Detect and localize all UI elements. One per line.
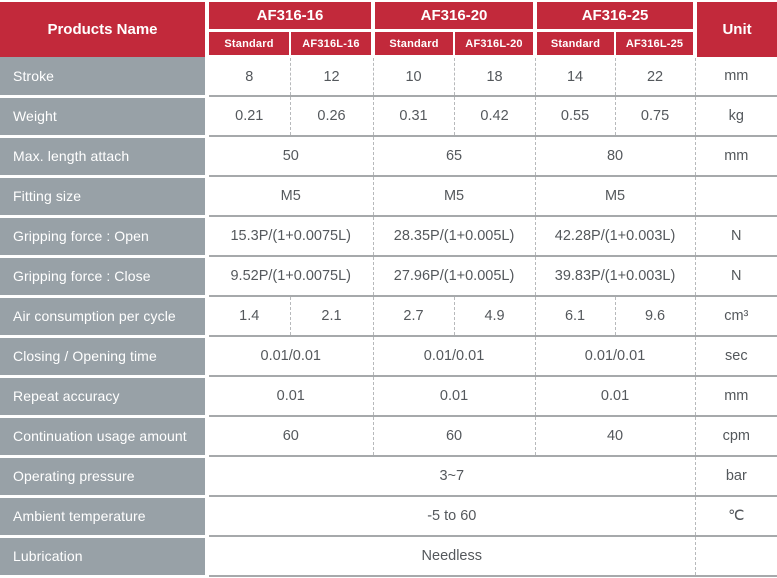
row-label-cell: Continuation usage amount xyxy=(0,416,207,456)
value-cell: 2.7 xyxy=(373,296,454,336)
spec-row xyxy=(0,456,777,496)
value-cell: 0.01 xyxy=(373,376,535,416)
value-cell: M5 xyxy=(535,176,695,216)
value-cell: 0.01/0.01 xyxy=(373,336,535,376)
unit-cell: sec xyxy=(695,336,777,376)
value-cell: 0.01 xyxy=(535,376,695,416)
value-cell: 0.01/0.01 xyxy=(207,336,373,376)
group-header-af316-16: AF316-16 xyxy=(207,2,373,31)
spec-row xyxy=(0,136,777,176)
value-cell: 22 xyxy=(615,57,695,97)
sub-header-standard-25: Standard xyxy=(535,31,615,57)
row-label-cell: Closing / Opening time xyxy=(0,336,207,376)
spec-row xyxy=(0,496,777,536)
value-cell: 42.28P/(1+0.003L) xyxy=(535,216,695,256)
unit-cell: N xyxy=(695,256,777,296)
value-cell: 0.55 xyxy=(535,96,615,136)
value-cell: 0.01/0.01 xyxy=(535,336,695,376)
value-cell: 6.1 xyxy=(535,296,615,336)
row-label-cell: Operating pressure xyxy=(0,456,207,496)
value-cell: Needless xyxy=(207,536,695,576)
value-cell: 40 xyxy=(535,416,695,456)
sub-header-long-16: AF316L-16 xyxy=(290,31,373,57)
spec-row xyxy=(0,416,777,456)
value-cell: M5 xyxy=(207,176,373,216)
spec-row xyxy=(0,296,777,336)
spec-row xyxy=(0,376,777,416)
value-cell: 10 xyxy=(373,57,454,97)
unit-cell: N xyxy=(695,216,777,256)
value-cell: 0.21 xyxy=(207,96,290,136)
spec-table-header xyxy=(0,2,777,57)
row-label-cell: Max. length attach xyxy=(0,136,207,176)
value-cell: 27.96P/(1+0.005L) xyxy=(373,256,535,296)
row-label-cell: Gripping force : Close xyxy=(0,256,207,296)
value-cell: 2.1 xyxy=(290,296,373,336)
header-row-groups xyxy=(0,2,777,31)
row-label-cell: Weight xyxy=(0,96,207,136)
value-cell: 12 xyxy=(290,57,373,97)
spec-row xyxy=(0,216,777,256)
spec-row xyxy=(0,536,777,576)
unit-cell: mm xyxy=(695,57,777,97)
sub-header-standard-20: Standard xyxy=(373,31,454,57)
unit-cell: cm³ xyxy=(695,296,777,336)
value-cell: 8 xyxy=(207,57,290,97)
unit-cell xyxy=(695,176,777,216)
product-spec-table xyxy=(0,2,777,578)
row-label-cell: Air consumption per cycle xyxy=(0,296,207,336)
spec-row xyxy=(0,336,777,376)
value-cell: 9.52P/(1+0.0075L) xyxy=(207,256,373,296)
unit-cell: ℃ xyxy=(695,496,777,536)
value-cell: 0.75 xyxy=(615,96,695,136)
group-header-af316-20: AF316-20 xyxy=(373,2,535,31)
value-cell: 60 xyxy=(207,416,373,456)
value-cell: 9.6 xyxy=(615,296,695,336)
value-cell: 28.35P/(1+0.005L) xyxy=(373,216,535,256)
value-cell: -5 to 60 xyxy=(207,496,695,536)
spec-row xyxy=(0,256,777,296)
row-label-cell: Repeat accuracy xyxy=(0,376,207,416)
sub-header-long-25: AF316L-25 xyxy=(615,31,695,57)
value-cell: 80 xyxy=(535,136,695,176)
sub-header-standard-16: Standard xyxy=(207,31,290,57)
unit-cell: mm xyxy=(695,376,777,416)
unit-cell xyxy=(695,536,777,576)
value-cell: 0.26 xyxy=(290,96,373,136)
spec-row xyxy=(0,176,777,216)
unit-cell: bar xyxy=(695,456,777,496)
value-cell: 60 xyxy=(373,416,535,456)
value-cell: 39.83P/(1+0.003L) xyxy=(535,256,695,296)
row-label-cell: Ambient temperature xyxy=(0,496,207,536)
value-cell: 50 xyxy=(207,136,373,176)
value-cell: M5 xyxy=(373,176,535,216)
value-cell: 18 xyxy=(454,57,535,97)
sub-header-long-20: AF316L-20 xyxy=(454,31,535,57)
spec-row xyxy=(0,57,777,97)
value-cell: 3~7 xyxy=(207,456,695,496)
value-cell: 14 xyxy=(535,57,615,97)
value-cell: 0.42 xyxy=(454,96,535,136)
value-cell: 0.31 xyxy=(373,96,454,136)
unit-header: Unit xyxy=(695,2,777,57)
unit-cell: kg xyxy=(695,96,777,136)
row-label-cell: Fitting size xyxy=(0,176,207,216)
products-name-header: Products Name xyxy=(0,2,207,57)
row-label-cell: Lubrication xyxy=(0,536,207,576)
value-cell: 15.3P/(1+0.0075L) xyxy=(207,216,373,256)
group-header-af316-25: AF316-25 xyxy=(535,2,695,31)
spec-row xyxy=(0,96,777,136)
value-cell: 4.9 xyxy=(454,296,535,336)
unit-cell: mm xyxy=(695,136,777,176)
value-cell: 0.01 xyxy=(207,376,373,416)
row-label-cell: Gripping force : Open xyxy=(0,216,207,256)
spec-table-body xyxy=(0,57,777,577)
value-cell: 1.4 xyxy=(207,296,290,336)
value-cell: 65 xyxy=(373,136,535,176)
unit-cell: cpm xyxy=(695,416,777,456)
row-label-cell: Stroke xyxy=(0,57,207,97)
